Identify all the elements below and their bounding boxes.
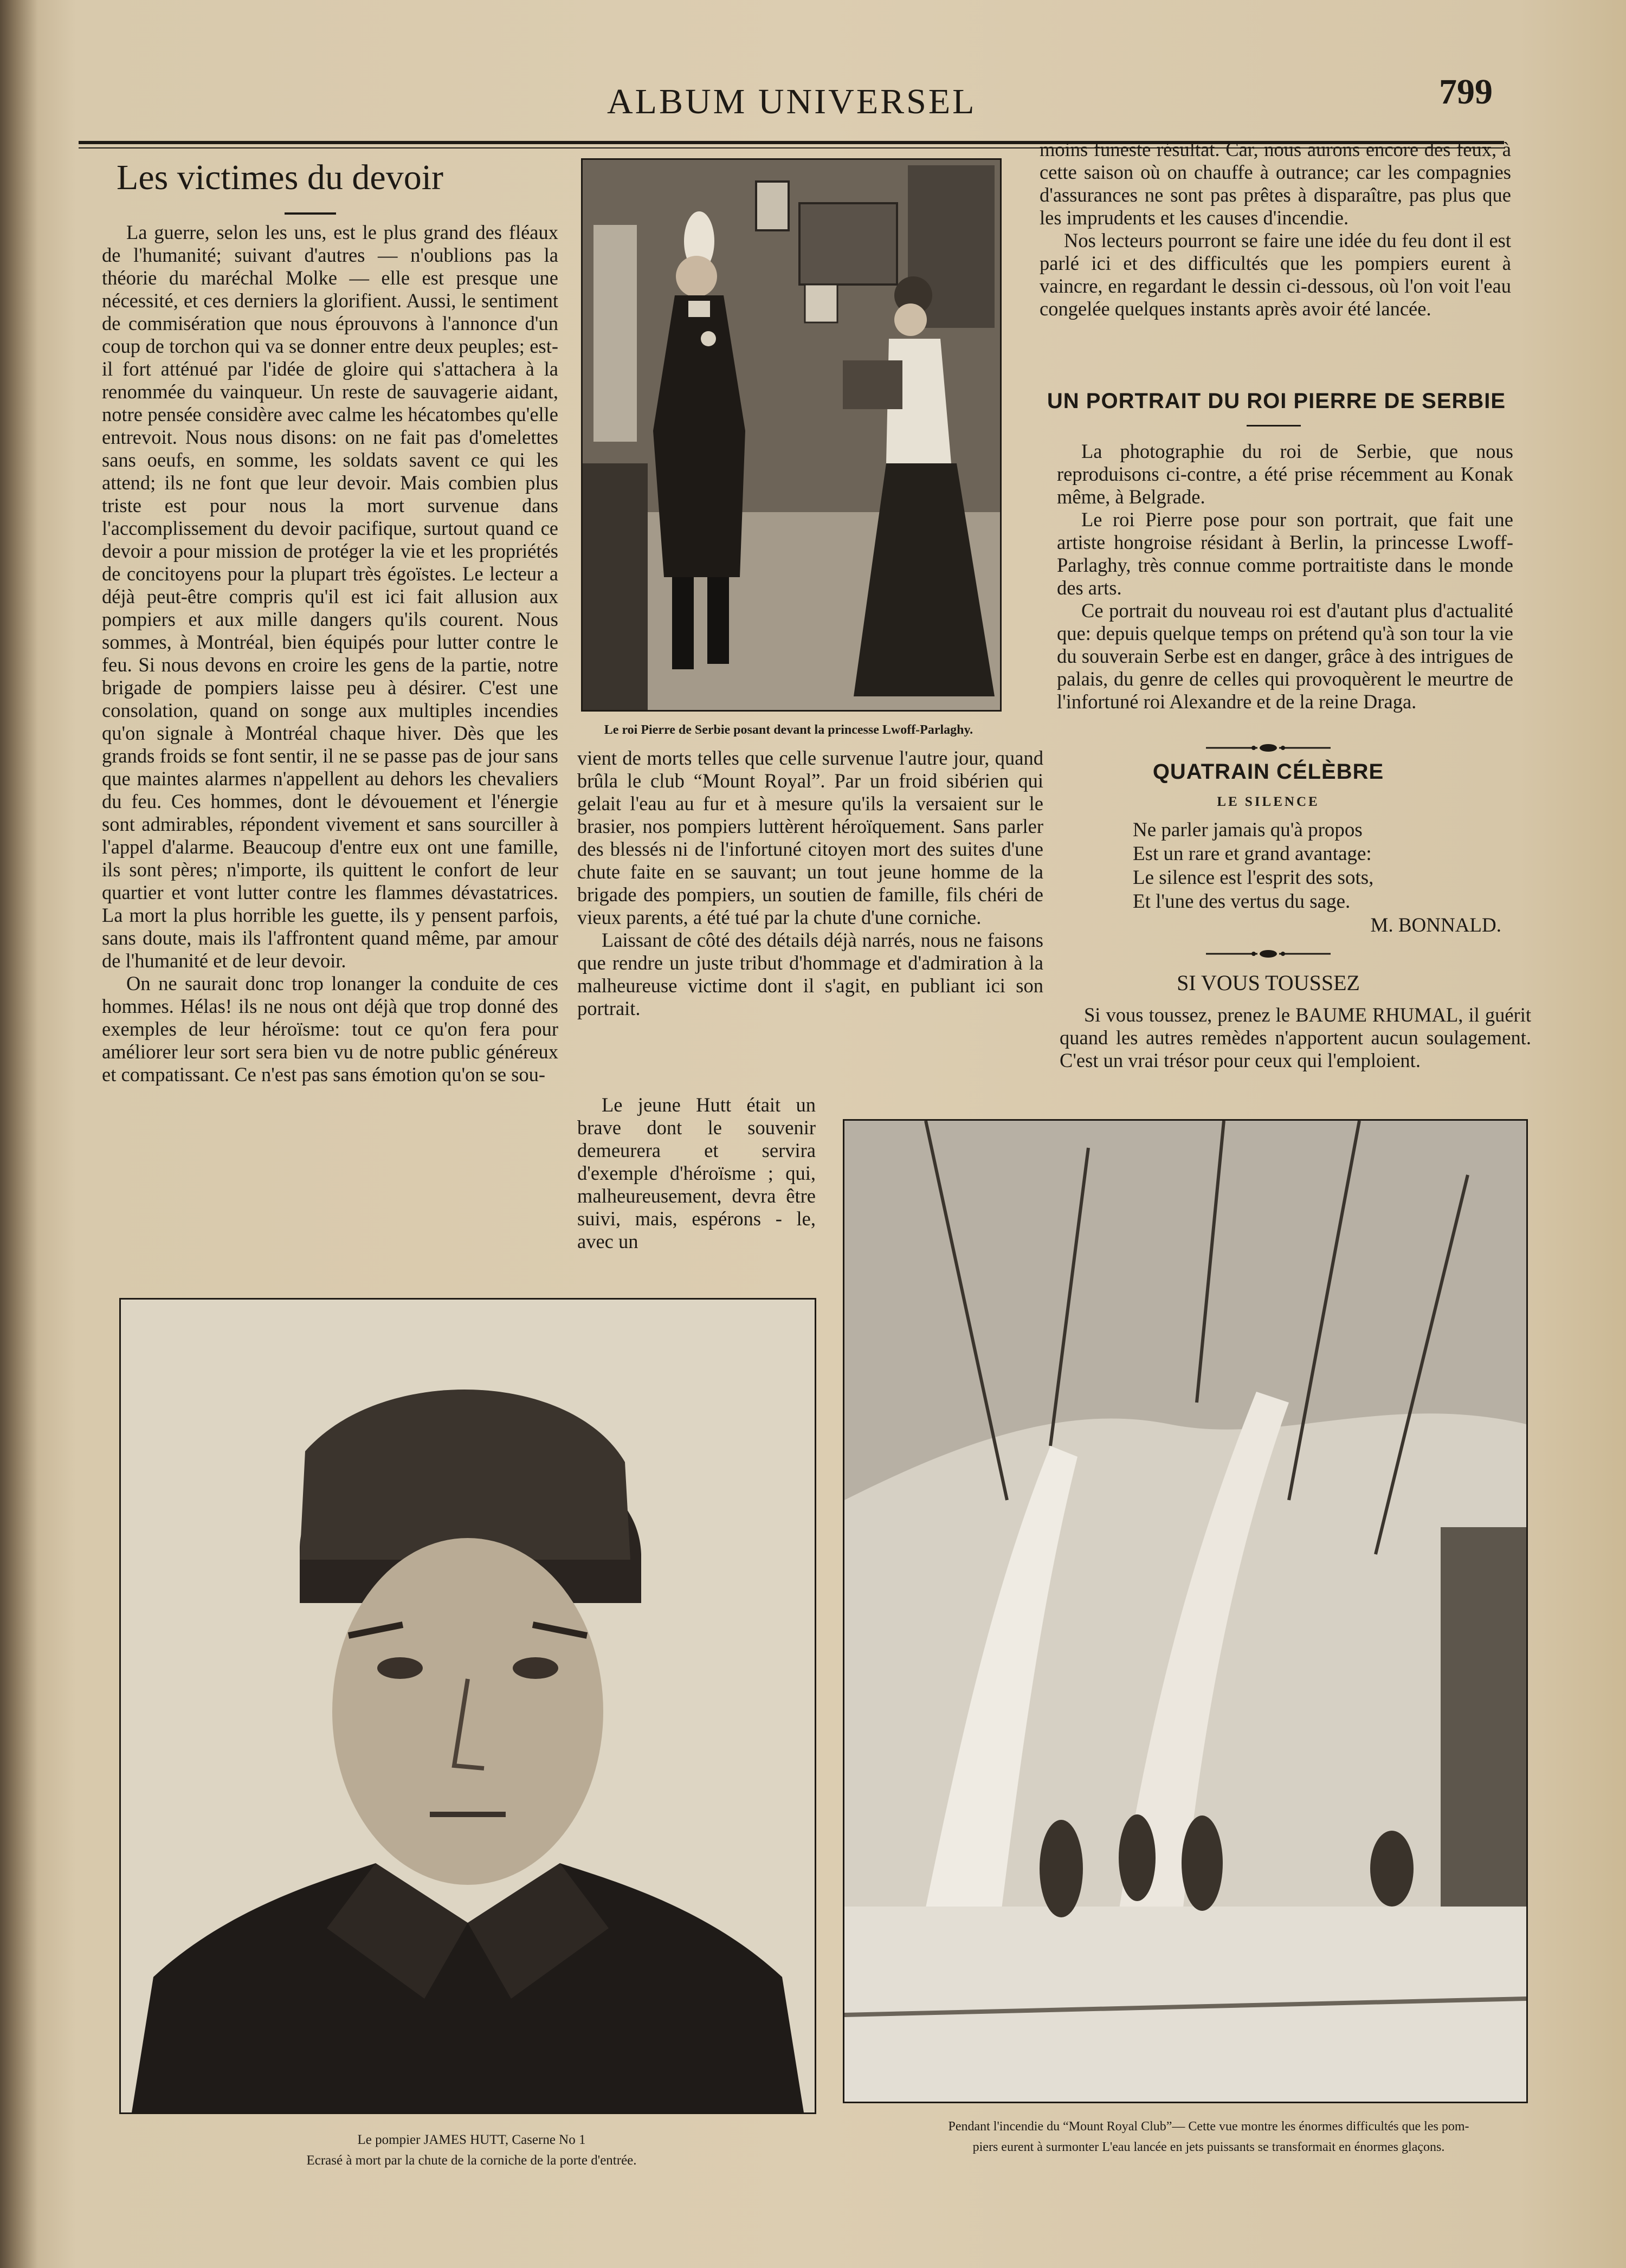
quatrain-poem [1133, 818, 1512, 938]
poem-line: Est un rare et grand avantage: [1133, 843, 1372, 865]
article-paragraph: On ne saurait donc trop lonanger la conduite de ces hommes. Hélas! ils ne nous ont déjà que trop donné des exemples de leur héroïsme: tout ce qu'on fera pour améliorer leur sort sera bien vu de notre public généreux et compatissant. Ce n'est pas sans émotion qu'on se sou- [102, 972, 558, 1085]
hutt-portrait-photo [119, 1298, 816, 2114]
article-column-1 [102, 221, 558, 1086]
article-paragraph: Laissant de côté des détails déjà narrés, nous ne faisons que rendre un juste tribut d'hommage et d'admiration à la malheureuse victime dont il s'agit, en publiant ici son portrait. [577, 929, 1043, 1019]
article-paragraph: La photographie du roi de Serbie, que nous reproduisons ci-contre, a été prise récemment au Konak même, à Belgrade. [1057, 440, 1513, 508]
title-rule [285, 212, 336, 215]
quatrain-subtitle: LE SILENCE [1217, 794, 1320, 809]
portrait-article-title: UN PORTRAIT DU ROI PIERRE DE SERBIE [1047, 389, 1506, 413]
poem-line: Le silence est l'esprit des sots, [1133, 867, 1374, 889]
quatrain-title: QUATRAIN CÉLÈBRE [1152, 760, 1384, 784]
article-paragraph: moins funeste résultat. Car, nous aurons encore des feux, à cette saison où on chauffe à outrance; car les compagnies d'assurances ne sont pas prêtes à disparaître, pas plus que les imprudents et les causes d'incendie. [1040, 138, 1511, 229]
ornament-divider [1206, 742, 1331, 753]
page-number: 799 [1439, 72, 1493, 112]
article-paragraph: Ce portrait du nouveau roi est d'autant plus d'actualité que: depuis quelque temps on prétend qu'à son tour la vie du souverain Serbe est en danger, grâce à des intrigues de palais, du genre de celles qui provoquèrent le meurtre de l'infortuné roi Alexandre et de la reine Draga. [1057, 599, 1513, 713]
article-paragraph: Nos lecteurs pourront se faire une idée du feu dont il est parlé ici et des difficultés que les pompiers eurent à vaincre, en regardant le dessin ci-dessous, où l'on voit l'eau congelée quelques instants après avoir été lancée. [1040, 229, 1511, 320]
poem-line: Et l'une des vertus du sage. [1133, 890, 1351, 913]
toux-body [1060, 1004, 1531, 1072]
article-column-2-narrow [577, 1094, 816, 1253]
hutt-caption-line: Le pompier JAMES HUTT, Caserne No 1 [357, 2133, 586, 2147]
article-column-3 [1040, 138, 1511, 320]
hutt-caption [217, 2130, 726, 2171]
fire-scene-photo [843, 1119, 1528, 2103]
article-paragraph: La guerre, selon les uns, est le plus grand des fléaux de l'humanité; suivant d'autres — n'oublions pas la théorie du maréchal Molke — elle est presque une nécessité, et ces derniers la glorifient. Aussi, le sentiment de commisération que nous éprouvons à l'annonce d'un coup de torchon qui va se donner entre deux peuples; est-il fort atténué par l'idée de gloire qui s'attachera à la renommée du vainqueur. Un reste de sauvagerie aidant, notre pensée considère avec calme les hécatombes qu'elle entrevoit. Nous nous disons: on ne fait pas d'omelettes sans oeufs, en somme, les soldats savent ce qui les attend; ils ne font que leur devoir. Mais combien plus triste est pour nous la mort survenue dans l'accomplissement du devoir pacifique, surtout quand ce devoir a pour mission de protéger la vie et les propriétés de concitoyens pour la plupart très égoïstes. Le lecteur a déjà peut-être compris qu'il est ici fait allusion aux pompiers et aux mille dangers qu'ils courent. Nous sommes, à Montréal, bien équipés pour lutter contre le feu. Si nous devons en croire les gens de la partie, notre brigade de pompiers laisse peu à désirer. C'est une consolation, quand on songe aux multiples incendies qu'on signale à Montréal chaque hiver. Dès que les grands froids se font sentir, il ne se passe pas de jour sans que maintes alarmes n'appellent au dehors les chevaliers du feu. Ces hommes, dont le dévouement et l'énergie sont admirables, répondent vivement et sans sourciller à l'appel d'alarme. Beaucoup d'entre eux ont une famille, ils sont pères; n'importe, ils quittent le confort de leur quartier et vont lutter contre les flammes dévastatrices. La mort la plus horrible les guette, ils y pensent parfois, sans doute, mais ils l'affrontent quand même, par amour de l'humanité et de leur devoir. [102, 221, 558, 972]
article-paragraph: Le roi Pierre pose pour son portrait, que fait une artiste hongroise résidant à Berlin, la princesse Lwoff-Parlaghy, très connue comme portraitiste dans le monde des arts. [1057, 508, 1513, 599]
poem-line: Ne parler jamais qu'à propos [1133, 819, 1363, 841]
article-paragraph: vient de morts telles que celle survenue l'autre jour, quand brûla le club “Mount Royal”. Par un froid sibérien qui gelait l'eau au fur et à mesure qu'ils la versaient sur le brasier, nos pompiers luttèrent héroïquement. Sans parler des blessés ni de l'infortuné citoyen mort des suites d'une chute faite en se sauvant; un tout jeune homme de la brigade des pompiers, un soutien de famille, fils chéri de vieux parents, a été tué par la chute d'une corniche. [577, 747, 1043, 928]
article-paragraph: Le jeune Hutt était un brave dont le souvenir demeurera et servira d'exemple d'héroïsme ; qui, malheureusement, devra être suivi, mais, espérons - le, avec un [577, 1094, 816, 1252]
fire-scene-illustration [844, 1121, 1526, 2102]
fire-caption-line: piers eurent à surmonter L'eau lancée en jets puissants se transformait en énormes glaçons. [972, 2140, 1445, 2154]
article-paragraph: Si vous toussez, prenez le BAUME RHUMAL, il guérit quand les autres remèdes n'apportent aucun soulagement. C'est un vrai trésor pour ceux qui l'emploient. [1060, 1004, 1531, 1071]
king-photo [581, 158, 1002, 712]
king-photo-illustration [583, 160, 1000, 710]
article-title: Les victimes du devoir [117, 158, 444, 197]
fire-caption-line: Pendant l'incendie du “Mount Royal Club”— Cette vue montre les énormes difficultés que les pom- [948, 2120, 1469, 2134]
toux-title: SI VOUS TOUSSEZ [1177, 971, 1360, 995]
portrait-article-body [1057, 440, 1513, 713]
hutt-portrait-illustration [121, 1300, 815, 2112]
poem-author: M. BONNALD. [1370, 914, 1501, 936]
article-column-2 [577, 747, 1043, 1020]
king-photo-caption: Le roi Pierre de Serbie posant devant la princesse Lwoff-Parlaghy. [604, 723, 973, 737]
ornament-divider [1206, 948, 1331, 959]
fire-caption [843, 2116, 1575, 2157]
hutt-caption-line: Ecrasé à mort par la chute de la corniche de la porte d'entrée. [306, 2153, 637, 2168]
publication-title: ALBUM UNIVERSEL [607, 82, 977, 121]
section-rule [1247, 425, 1301, 427]
